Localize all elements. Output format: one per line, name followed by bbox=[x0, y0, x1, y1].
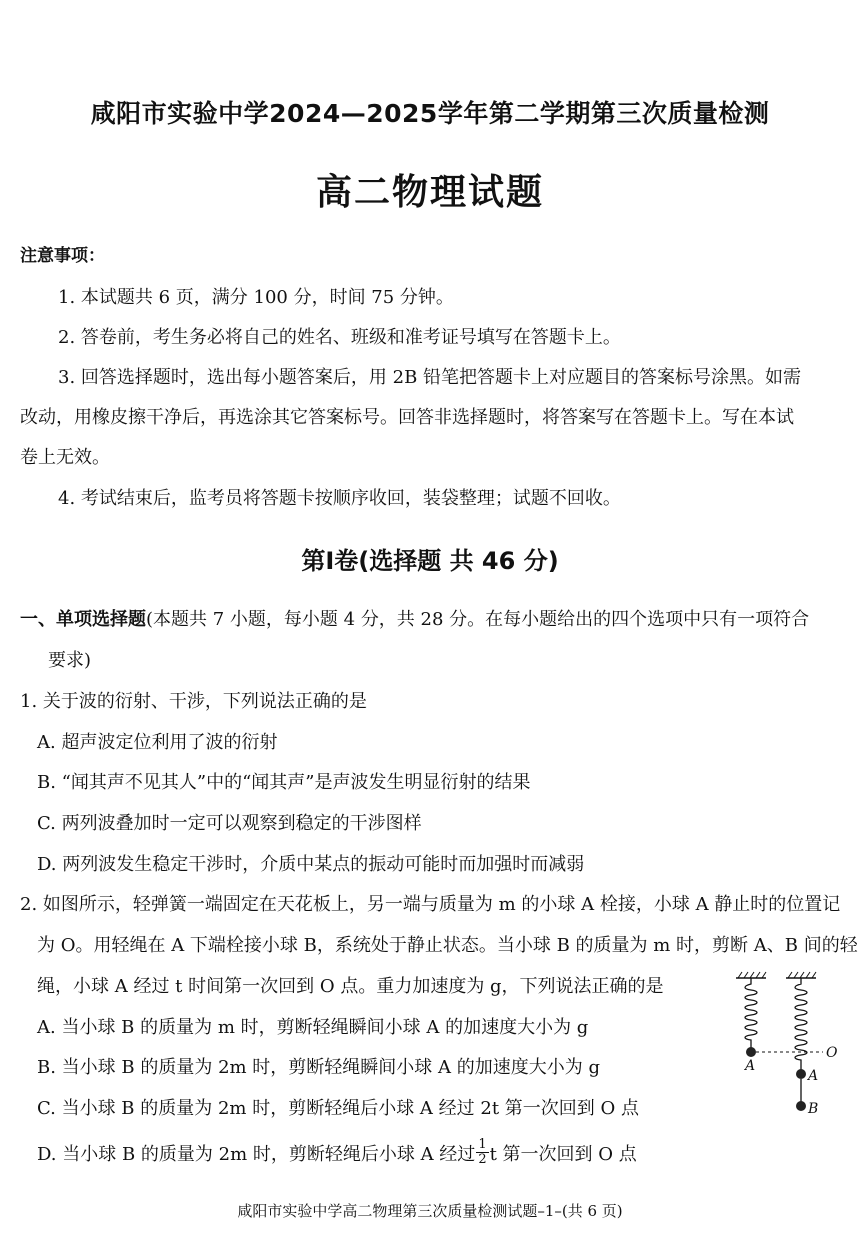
label-a-right: A bbox=[808, 1068, 819, 1084]
question-2-option-a: A. 当小球 B 的质量为 m 时，剪断轻绳瞬间小球 A 的加速度大小为 g bbox=[37, 1017, 589, 1038]
question-1-option-b: B. “闻其声不见其人”中的“闻其声”是声波发生明显衍射的结果 bbox=[37, 772, 531, 793]
notice-item-3-line-3: 卷上无效。 bbox=[20, 447, 110, 468]
notice-heading: 注意事项： bbox=[20, 246, 105, 266]
question-2-stem-line-2: 为 O。用轻绳在 A 下端栓接小球 B，系统处于静止状态。当小球 B 的质量为 m 时，剪断 A、B 间的轻 bbox=[37, 935, 858, 956]
ceiling-left bbox=[736, 972, 766, 978]
label-b: B bbox=[808, 1101, 819, 1117]
page-footer: 咸阳市实验中学高二物理第三次质量检测试题–1–(共 6 页) bbox=[237, 1202, 623, 1220]
ball-a-right bbox=[796, 1069, 806, 1079]
section-1-heading: 一、单项选择题 bbox=[20, 609, 146, 630]
spring-ball-figure bbox=[728, 966, 848, 1126]
question-2-stem-line-1: 2. 如图所示，轻弹簧一端固定在天花板上，另一端与质量为 m 的小球 A 栓接，小球 A 静止时的位置记 bbox=[20, 894, 841, 915]
question-1-option-a: A. 超声波定位利用了波的衍射 bbox=[37, 732, 278, 753]
question-1-option-d: D. 两列波发生稳定干涉时，介质中某点的振动可能时而加强时而减弱 bbox=[37, 854, 585, 875]
notice-item-1: 1. 本试题共 6 页，满分 100 分，时间 75 分钟。 bbox=[58, 287, 454, 308]
question-2-option-d-text: D. 当小球 B 的质量为 2m 时，剪断轻绳后小球 A 经过 bbox=[37, 1143, 476, 1165]
spring-left bbox=[745, 978, 757, 1048]
question-2-option-d bbox=[37, 1138, 637, 1167]
exam-subject-title: 高二物理试题 bbox=[315, 172, 544, 213]
notice-item-4: 4. 考试结束后，监考员将答题卡按顺序收回，装袋整理；试题不回收。 bbox=[58, 488, 621, 509]
ceiling-right bbox=[786, 972, 816, 978]
notice-item-2: 2. 答卷前，考生务必将自己的姓名、班级和准考证号填写在答题卡上。 bbox=[58, 327, 621, 348]
fraction-one-half bbox=[476, 1138, 488, 1167]
notice-item-3-line-2: 改动，用橡皮擦干净后，再选涂其它答案标号。回答非选择题时，将答案写在答题卡上。写在本试 bbox=[20, 407, 794, 428]
ball-b bbox=[796, 1101, 806, 1111]
question-2-option-d-tail: t 第一次回到 O 点 bbox=[489, 1143, 637, 1165]
question-2-stem-line-3: 绳，小球 A 经过 t 时间第一次回到 O 点。重力加速度为 g，下列说法正确的是 bbox=[37, 976, 664, 997]
exam-school-title: 咸阳市实验中学2024—2025学年第二学期第三次质量检测 bbox=[90, 99, 770, 128]
fraction-numerator: 1 bbox=[478, 1137, 487, 1152]
section-1-heading-line bbox=[20, 605, 809, 631]
fraction-denominator: 2 bbox=[478, 1152, 487, 1167]
label-o: O bbox=[826, 1045, 838, 1061]
ball-a-left bbox=[746, 1047, 756, 1057]
question-1-stem: 1. 关于波的衍射、干涉，下列说法正确的是 bbox=[20, 691, 367, 712]
question-1-option-c: C. 两列波叠加时一定可以观察到稳定的干涉图样 bbox=[37, 813, 422, 834]
section-1-description: (本题共 7 小题，每小题 4 分，共 28 分。在每小题给出的四个选项中只有一项符合 bbox=[146, 609, 810, 630]
label-a-left: A bbox=[745, 1058, 756, 1074]
notice-item-3-line-1: 3. 回答选择题时，选出每小题答案后，用 2B 铅笔把答题卡上对应题目的答案标号涂黑。如需 bbox=[58, 367, 802, 388]
section-1-description-line-2: 要求) bbox=[48, 650, 92, 671]
spring-right bbox=[795, 978, 807, 1070]
question-2-option-b: B. 当小球 B 的质量为 2m 时，剪断轻绳瞬间小球 A 的加速度大小为 g bbox=[37, 1057, 600, 1078]
question-2-option-c: C. 当小球 B 的质量为 2m 时，剪断轻绳后小球 A 经过 2t 第一次回到 O 点 bbox=[37, 1098, 639, 1119]
part-1-title: 第Ⅰ卷(选择题 共 46 分) bbox=[301, 547, 559, 575]
